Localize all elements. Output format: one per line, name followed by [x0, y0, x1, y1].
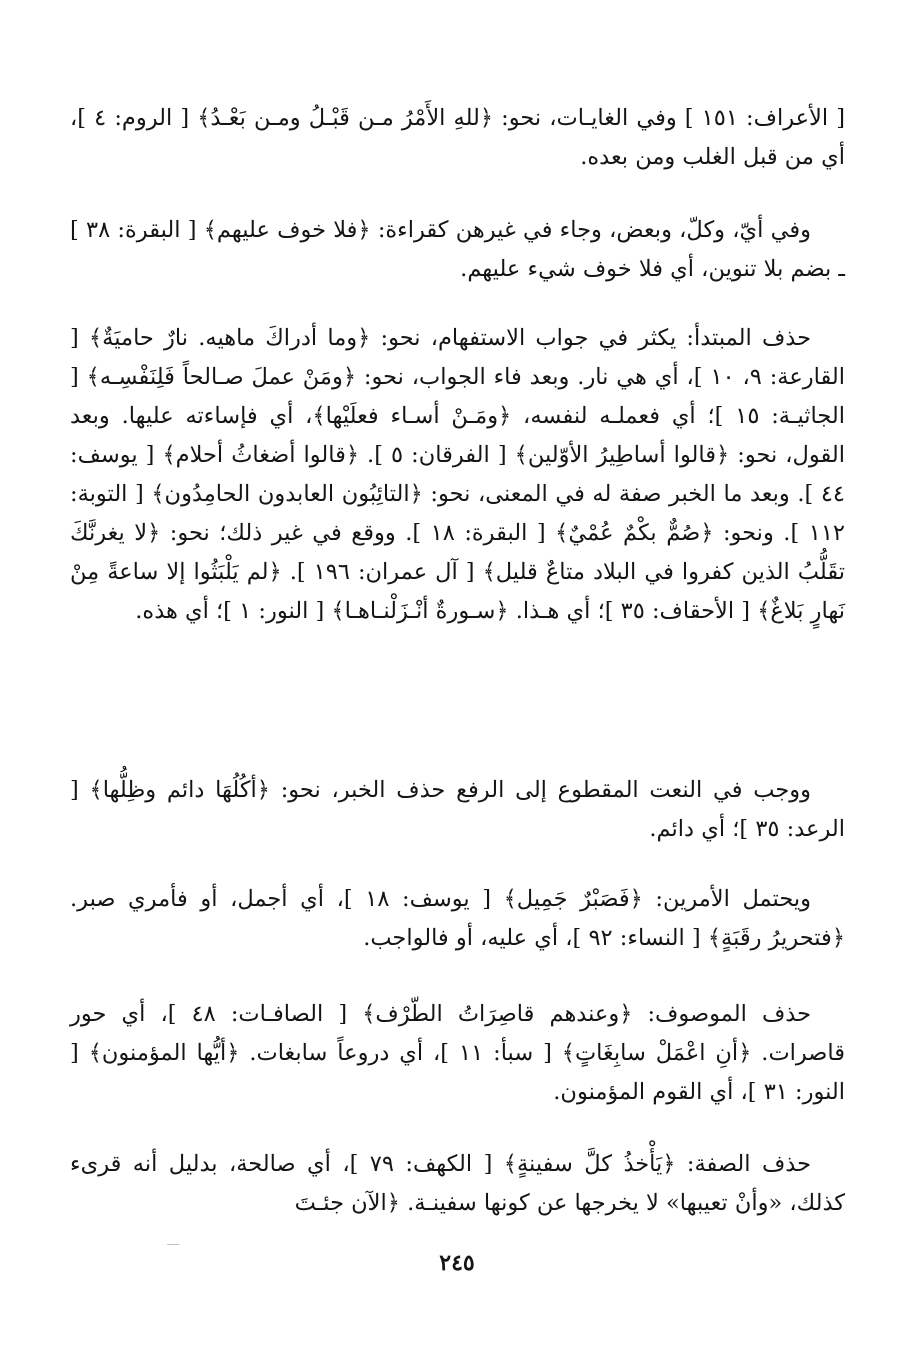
paragraph-4 — [70, 771, 845, 849]
paragraph-3 — [70, 319, 845, 631]
paragraph-7 — [70, 1145, 845, 1223]
paragraph-2 — [70, 211, 845, 289]
footer-rule — [167, 1244, 179, 1245]
paragraph-6 — [70, 995, 845, 1112]
page-number: ٢٤٥ — [439, 1250, 475, 1276]
paragraph-5 — [70, 880, 845, 958]
paragraph-text: وفي أيّ، وكلّ، وبعض، وجاء في غيرهن كقراءة: ﴿فلا خوف عليهم﴾ [ البقرة: ٣٨ ] ـ بضم بلا تنوين، أي فلا خوف شيء عليهم. — [70, 217, 845, 282]
paragraph-text: [ الأعراف: ١٥١ ] وفي الغايـات، نحو: ﴿للهِ الأَمْرُ مـن قَبْـلُ ومـن بَعْـدُ﴾ [ الروم: ٤ ]، أي من قبل الغلب ومن بعده. — [70, 105, 845, 170]
paragraph-text: حذف الصفة: ﴿يَأْخذُ كلَّ سفينةٍ﴾ [ الكهف: ٧٩ ]، أي صالحة، بدليل أنه قرىء كذلك، «وأنْ تعيبها» لا يخرجها عن كونها سفينـة. ﴿الآن جئـتَ — [70, 1151, 845, 1216]
paragraph-text: حذف الموصوف: ﴿وعندهم قاصِرَاتُ الطّرْف﴾ [ الصافـات: ٤٨ ]، أي حور قاصرات. ﴿أنِ اعْمَلْ سابِغَاتٍ﴾ [ سبأ: ١١ ]، أي دروعاً سابغات. ﴿أيُّها المؤمنون﴾ [ النور: ٣١ ]، أي القوم المؤمنون. — [70, 1001, 846, 1105]
paragraph-text: ويحتمل الأمرين: ﴿فَصَبْرٌ جَمِيل﴾ [ يوسف: ١٨ ]، أي أجمل، أو فأمري صبر. ﴿فتحريرُ رقَبَةٍ﴾ [ النساء: ٩٢ ]، أي عليه، أو فالواجب. — [70, 886, 845, 951]
paragraph-1 — [70, 99, 845, 177]
paragraph-text: ووجب في النعت المقطوع إلى الرفع حذف الخبر، نحو: ﴿أكُلُهَا دائم وظِلُّها﴾ [ الرعد: ٣٥ ]؛ أي دائم. — [70, 777, 845, 842]
paragraph-text: حذف المبتدأ: يكثر في جواب الاستفهام، نحو: ﴿وما أدراكَ ماهيه. نارٌ حاميَةٌ﴾ [ القارعة: ٩، ١٠ ]، أي هي نار. وبعد فاء الجواب، نحو: ﴿ومَنْ عملَ صـالحاً فَلِنَفْسِـه﴾ [ الجاثيـة: ١٥ ]؛ أي فعملـه لنفسه، ﴿ومَـنْ أسـاء فعلَيْها﴾، أي فإساءته عليها. وبعد القول، نحو: ﴿قالوا أساطِيرُ الأوّلين﴾ [ الفرقان: ٥ ]. ﴿قالوا أضغاثُ أحلام﴾ [ يوسف: ٤٤ ]. وبعد ما الخبر صفة له في المعنى، نحو: ﴿التائِبُون العابدون الحامِدُون﴾ [ التوبة: ١١٢ ]. ونحو: ﴿صُمٌّ بكْمٌ عُمْيٌ﴾ [ البقرة: ١٨ ]. ووقع في غير ذلك؛ نحو: ﴿لا يغرنَّكَ تقَلُّبُ الذين كفروا في البلاد متاعٌ قليل﴾ [ آل عمران: ١٩٦ ]. ﴿لم يَلْبَثُوا إلا ساعةً مِنْ نَهارٍ بَلاغٌ﴾ [ الأحقاف: ٣٥ ]؛ أي هـذا. ﴿سـورةٌ أنْـزَلْنـاهـا﴾ [ النور: ١ ]؛ أي هذه. — [70, 325, 846, 624]
